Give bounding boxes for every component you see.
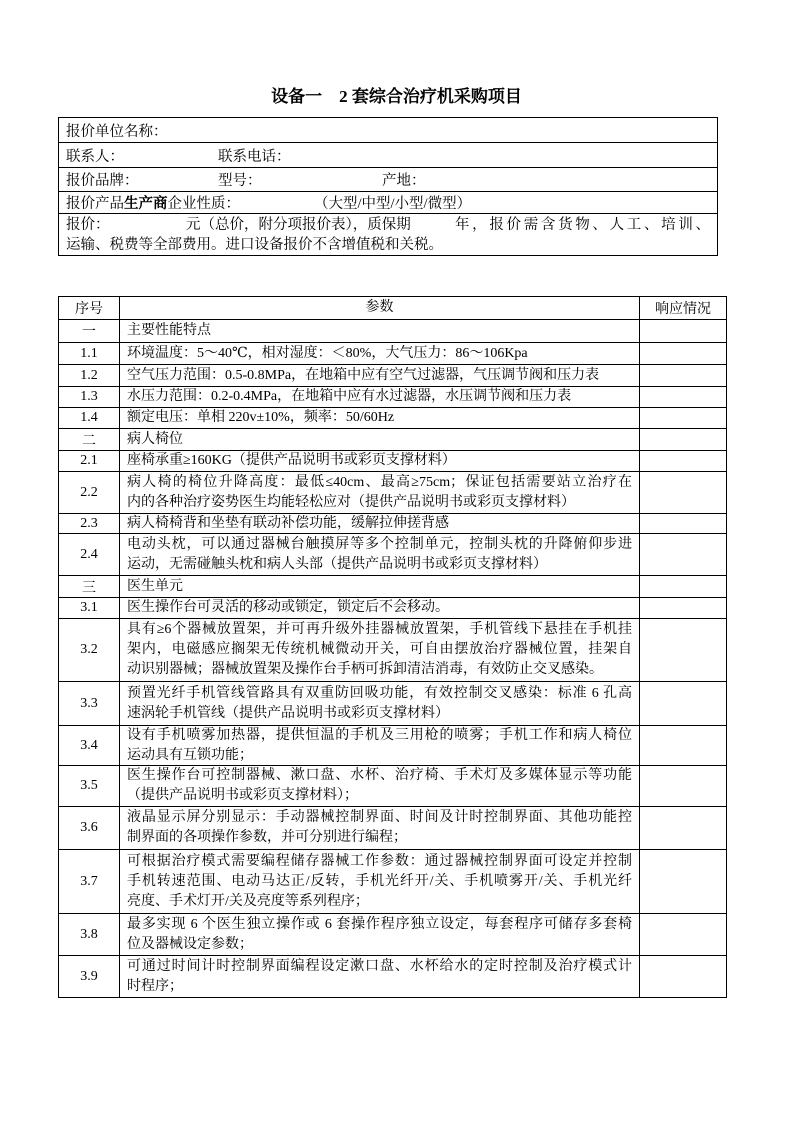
document-title: 设备一 2 套综合治疗机采购项目	[271, 87, 522, 106]
nature-suffix: 企业性质：	[167, 196, 240, 212]
response-cell	[640, 956, 727, 998]
response-cell	[640, 682, 727, 726]
param-line: 手机转速范围、电动马达正/反转，手机光纤开/关、手机喷雾开/关、手机光纤	[127, 873, 632, 889]
param-line: 主要性能特点	[127, 323, 211, 338]
response-cell	[640, 598, 727, 619]
section-row	[59, 429, 727, 451]
table-row	[59, 682, 727, 726]
row-number: 3.6	[59, 807, 120, 850]
table-row	[59, 365, 727, 387]
response-cell	[640, 576, 727, 598]
param-cell	[120, 365, 640, 387]
price-line-2: 运输、税费等全部费用。进口设备报价不含增值税和关税。	[66, 236, 443, 253]
table-row	[59, 343, 727, 365]
row-number: 2.2	[59, 472, 120, 514]
model-label: 型号：	[218, 173, 262, 189]
param-line: 最多实现 6 个医生独立操作或 6 套操作程序独立设定，每套程序可储存多套椅	[127, 916, 632, 932]
param-cell	[120, 472, 640, 514]
param-line: 速涡轮手机管线（提供产品说明书或彩页支撑材料）	[127, 705, 449, 721]
price-line-1	[66, 215, 710, 235]
table-row	[59, 408, 727, 429]
param-line: 运动具有互锁功能；	[127, 747, 253, 763]
param-line: 可通过时间计时控制界面编程设定漱口盘、水杯给水的定时控制及治疗模式计	[127, 958, 632, 974]
header-response: 响应情况	[640, 297, 727, 320]
row-number: 一	[59, 320, 120, 343]
response-cell	[640, 914, 727, 956]
row-number: 3.2	[59, 619, 120, 682]
param-cell	[120, 387, 640, 408]
brand-label: 报价品牌：	[66, 173, 139, 189]
param-cell	[120, 408, 640, 429]
quotation-info-box	[58, 117, 718, 256]
table-row	[59, 619, 727, 682]
table-body	[59, 320, 727, 998]
row-number: 3.1	[59, 598, 120, 619]
row-number: 1.1	[59, 343, 120, 365]
row-number: 3.3	[59, 682, 120, 726]
param-line: 座椅承重≥160KG（提供产品说明书或彩页支撑材料）	[127, 453, 456, 468]
response-cell	[640, 429, 727, 451]
row-number: 三	[59, 576, 120, 598]
param-line: 液晶显示屏分别显示：手动器械控制界面、时间及计时控制界面、其他功能控	[127, 810, 632, 825]
param-line: 医生操作台可灵活的移动或锁定，锁定后不会移动。	[127, 600, 449, 615]
param-line: 病人椅椅背和坐垫有联动补偿功能，缓解拉伸搓背感	[127, 515, 449, 531]
company-name-label: 报价单位名称：	[66, 123, 168, 140]
param-cell	[120, 320, 640, 343]
origin-label: 产地：	[382, 173, 426, 189]
table-row	[59, 534, 727, 576]
param-cell	[120, 598, 640, 619]
row-number: 3.4	[59, 726, 120, 766]
param-line: 可根据治疗模式需要编程储存器械工作参数：通过器械控制界面可设定并控制	[127, 853, 632, 869]
param-line: 额定电压：单相 220v±10%，频率：50/60Hz	[127, 410, 395, 425]
section-row	[59, 320, 727, 343]
param-line: 环境温度：5～40℃，相对湿度：＜80%，大气压力：86～106Kpa	[127, 345, 528, 361]
param-line: 运动，无需碰触头枕和病人头部（提供产品说明书或彩页支撑材料）	[127, 556, 547, 572]
param-line: 设有手机喷雾加热器，提供恒温的手机及三用枪的喷雾；手机工作和病人椅位	[127, 727, 632, 743]
row-number: 1.4	[59, 408, 120, 429]
row-number: 3.9	[59, 956, 120, 998]
specification-table	[58, 296, 727, 998]
table-header-row	[59, 297, 727, 320]
param-cell	[120, 956, 640, 998]
price-row	[59, 214, 717, 255]
param-cell	[120, 850, 640, 914]
param-line: 内的各种治疗姿势医生均能轻松应对（提供产品说明书或彩页支撑材料）	[127, 494, 575, 510]
table-row	[59, 914, 727, 956]
response-cell	[640, 766, 727, 807]
param-line: 位及器械设定参数；	[127, 936, 253, 952]
price-text: 元（总价，附分项报价表），质保期	[186, 216, 411, 233]
param-line: 电动头枕，可以通过器械台触摸屏等多个控制单元，控制头枕的升降俯仰步进	[127, 536, 632, 552]
response-cell	[640, 534, 727, 576]
table-row	[59, 956, 727, 998]
contact-person-label: 联系人：	[66, 148, 124, 165]
manufacturer-nature-label	[66, 192, 314, 213]
contact-phone-label: 联系电话：	[218, 148, 291, 165]
param-cell	[120, 534, 640, 576]
param-cell	[120, 619, 640, 682]
table-row	[59, 807, 727, 850]
response-cell	[640, 726, 727, 766]
table-row	[59, 598, 727, 619]
param-line: 亮度、手术灯开/关及亮度等系列程序；	[127, 893, 369, 909]
row-number: 1.3	[59, 387, 120, 408]
section-row	[59, 576, 727, 598]
company-row	[59, 118, 717, 143]
param-line: （提供产品说明书或彩页支撑材料）；	[127, 788, 358, 803]
param-line: 病人椅位	[127, 431, 183, 447]
param-cell	[120, 514, 640, 534]
row-number: 2.1	[59, 451, 120, 472]
response-cell	[640, 514, 727, 534]
response-cell	[640, 472, 727, 514]
param-line: 具有≥6个器械放置架，并可再升级外挂器械放置架，手机管线下悬挂在手机挂	[127, 622, 632, 637]
param-cell	[120, 429, 640, 451]
response-cell	[640, 807, 727, 850]
param-cell	[120, 914, 640, 956]
param-line: 动识别器械；器械放置架及操作台手柄可拆卸清洁消毒，有效防止交叉感染。	[127, 662, 603, 677]
table-row	[59, 472, 727, 514]
row-number: 3.8	[59, 914, 120, 956]
price-label: 报价：	[66, 216, 110, 233]
param-cell	[120, 766, 640, 807]
nature-prefix: 报价产品	[66, 196, 124, 212]
param-line: 空气压力范围：0.5-0.8MPa，在地箱中应有空气过滤器，气压调节阀和压力表	[127, 367, 600, 383]
param-line: 架内，电磁感应搁架无传统机械微动开关，可自由摆放治疗器械位置，挂架自	[127, 642, 632, 657]
manufacturer-nature-row	[59, 192, 717, 214]
table-row	[59, 850, 727, 914]
response-cell	[640, 619, 727, 682]
param-cell	[120, 682, 640, 726]
response-cell	[640, 387, 727, 408]
header-no: 序号	[59, 297, 120, 320]
param-line: 预置光纤手机管线管路具有双重防回吸功能，有效控制交叉感染：标准 6 孔高	[127, 685, 632, 701]
param-cell	[120, 343, 640, 365]
param-line: 医生操作台可控制器械、漱口盘、水杯、治疗椅、手术灯及多媒体显示等功能	[127, 768, 632, 783]
table-row	[59, 726, 727, 766]
brand-row	[59, 168, 717, 192]
header-param: 参数	[120, 297, 640, 320]
response-cell	[640, 343, 727, 365]
table-row	[59, 451, 727, 472]
param-line: 时程序；	[127, 978, 183, 994]
row-number: 1.2	[59, 365, 120, 387]
table-row	[59, 514, 727, 534]
row-number: 二	[59, 429, 120, 451]
nature-options: （大型/中型/小型/微型）	[314, 196, 472, 212]
param-line: 水压力范围：0.2-0.4MPa，在地箱中应有水过滤器，水压调节阀和压力表	[127, 389, 572, 404]
param-line: 医生单元	[127, 578, 183, 594]
param-cell	[120, 451, 640, 472]
response-cell	[640, 451, 727, 472]
param-cell	[120, 576, 640, 598]
price-line-1-end: 年，报价需含货物、人工、培训、	[455, 216, 710, 233]
row-number: 3.7	[59, 850, 120, 914]
row-number: 3.5	[59, 766, 120, 807]
row-number: 2.4	[59, 534, 120, 576]
param-line: 病人椅的椅位升降高度：最低≤40cm、最高≥75cm；保证包括需要站立治疗在	[127, 474, 632, 490]
table-row	[59, 387, 727, 408]
response-cell	[640, 365, 727, 387]
contact-row	[59, 143, 717, 168]
response-cell	[640, 850, 727, 914]
row-number: 2.3	[59, 514, 120, 534]
table-row	[59, 766, 727, 807]
param-cell	[120, 726, 640, 766]
response-cell	[640, 408, 727, 429]
nature-bold-text: 生产商	[124, 196, 168, 212]
param-cell	[120, 807, 640, 850]
param-line: 制界面的各项操作参数，并可分别进行编程；	[127, 830, 407, 845]
response-cell	[640, 320, 727, 343]
